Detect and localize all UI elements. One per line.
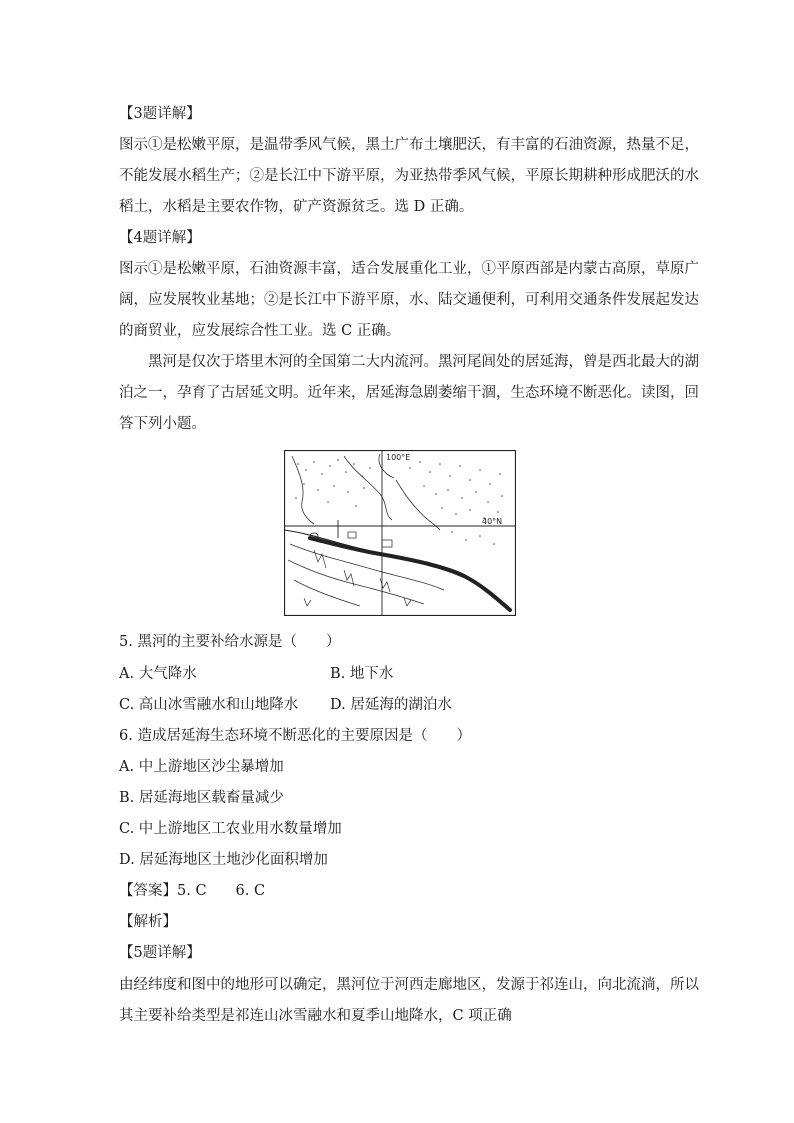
q6-option-b[interactable]: B. 居延海地区载畜量减少 bbox=[119, 790, 284, 806]
passage-line-2: 泊之一，孕育了古居延文明。近年来，居延海急剧萎缩干涸，生态环境不断恶化。读图，回 bbox=[119, 385, 699, 401]
q5-detail-line-2: 其主要补给类型是祁连山冰雪融水和夏季山地降水，C 项正确 bbox=[119, 1008, 512, 1024]
q5-option-row-2 bbox=[119, 695, 519, 715]
q6-stem: 6. 造成居延海生态环境不断恶化的主要原因是（ ） bbox=[119, 728, 471, 744]
q6-option-a[interactable]: A. 中上游地区沙尘暴增加 bbox=[119, 759, 284, 775]
passage-line-3: 答下列小题。 bbox=[119, 416, 206, 432]
q5-option-row-1 bbox=[119, 664, 519, 684]
q6-option-d[interactable]: D. 居延海地区土地沙化面积增加 bbox=[119, 852, 328, 868]
q5-option-b[interactable]: B. 地下水 bbox=[330, 666, 394, 682]
q3-detail-line-3: 稻土，水稻是主要农作物，矿产资源贫乏。选 D 正确。 bbox=[119, 199, 474, 215]
q3-detail-line-2: 不能发展水稻生产；②是长江中下游平原，为亚热带季风气候，平原长期耕种形成肥沃的水 bbox=[119, 168, 699, 184]
q3-detail-line-1: 图示①是松嫩平原，是温带季风气候，黑土广布土壤肥沃，有丰富的石油资源，热量不足， bbox=[119, 137, 699, 153]
q4-detail-line-3: 的商贸业，应发展综合性工业。选 C 正确。 bbox=[119, 323, 401, 339]
passage-line-1: 黑河是仅次于塔里木河的全国第二大内流河。黑河尾闾处的居延海，曾是西北最大的湖 bbox=[148, 354, 699, 370]
analysis-heading: 【解析】 bbox=[119, 914, 177, 930]
longitude-label: 100°E bbox=[386, 453, 411, 462]
q3-detail-heading: 【3题详解】 bbox=[119, 106, 201, 122]
q5-detail-heading: 【5题详解】 bbox=[119, 945, 201, 961]
q4-detail-heading: 【4题详解】 bbox=[119, 230, 201, 246]
answer-line: 【答案】5. C 6. C bbox=[119, 883, 266, 899]
q5-detail-line-1: 由经纬度和图中的地形可以确定，黑河位于河西走廊地区，发源于祁连山，向北流淌，所以 bbox=[119, 977, 699, 993]
q5-option-d[interactable]: D. 居延海的湖泊水 bbox=[330, 697, 452, 713]
q4-detail-line-2: 阔，应发展牧业基地；②是长江中下游平原，水、陆交通便利，可利用交通条件发展起发达 bbox=[119, 292, 699, 308]
q5-stem: 5. 黑河的主要补给水源是（ ） bbox=[119, 634, 341, 650]
heihe-river-map bbox=[284, 450, 516, 616]
q5-option-c[interactable]: C. 高山冰雪融水和山地降水 bbox=[119, 697, 299, 713]
latitude-label: 40°N bbox=[482, 517, 503, 526]
q6-option-c[interactable]: C. 中上游地区工农业用水数量增加 bbox=[119, 821, 342, 837]
q4-detail-line-1: 图示①是松嫩平原，石油资源丰富，适合发展重化工业，①平原西部是内蒙古高原，草原广 bbox=[119, 261, 699, 277]
q5-option-a[interactable]: A. 大气降水 bbox=[119, 666, 197, 682]
